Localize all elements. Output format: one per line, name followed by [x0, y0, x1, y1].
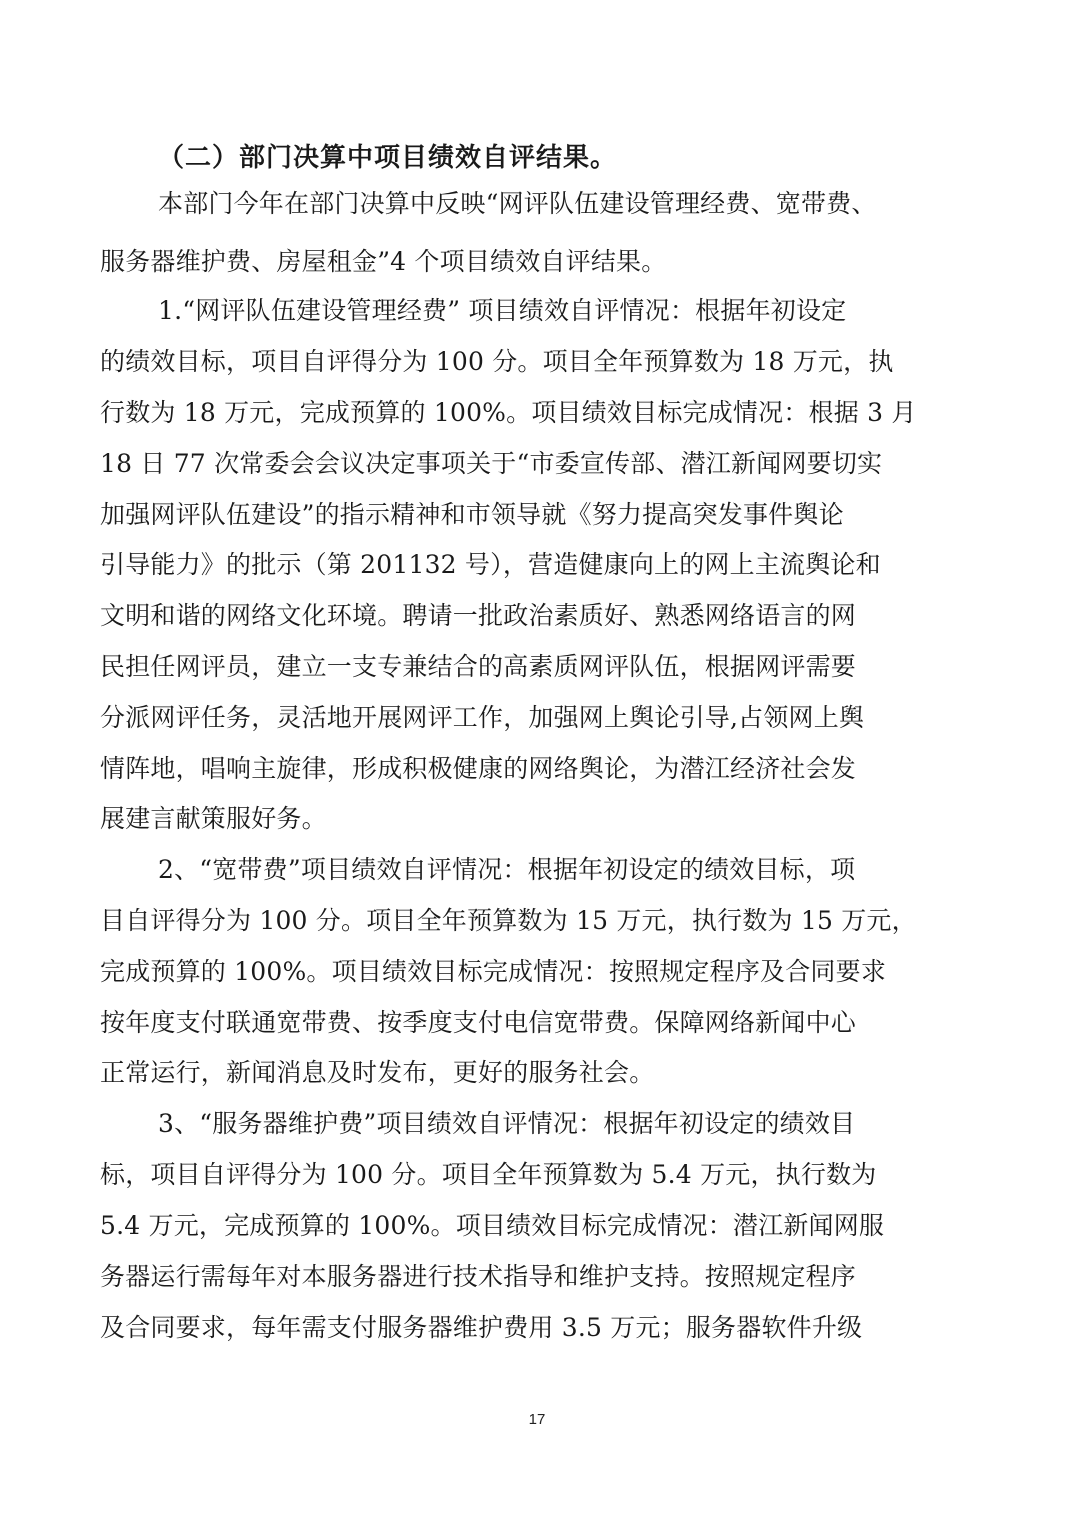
paragraph-line: 目自评得分为 100 分。项目全年预算数为 15 万元，执行数为 15 万元， [100, 906, 917, 935]
paragraph-line: 加强网评队伍建设”的指示精神和市领导就《努力提高突发事件舆论 [100, 500, 844, 529]
paragraph-line: 行数为 18 万元，完成预算的 100%。项目绩效目标完成情况：根据 3 月 [100, 398, 917, 427]
paragraph-line: 文明和谐的网络文化环境。聘请一批政治素质好、熟悉网络语言的网 [100, 601, 857, 630]
paragraph-line: 1.“网评队伍建设管理经费” 项目绩效自评情况：根据年初设定 [158, 296, 847, 325]
paragraph-line: 务器运行需每年对本服务器进行技术指导和维护支持。按照规定程序 [100, 1262, 857, 1291]
paragraph-line: 按年度支付联通宽带费、按季度支付电信宽带费。保障网络新闻中心 [100, 1008, 857, 1037]
paragraph-line: 分派网评任务，灵活地开展网评工作，加强网上舆论引导,占领网上舆 [100, 703, 865, 732]
paragraph-line: 情阵地，唱响主旋律，形成积极健康的网络舆论，为潜江经济社会发 [100, 754, 857, 783]
paragraph-line: 完成预算的 100%。项目绩效目标完成情况：按照规定程序及合同要求 [100, 957, 887, 986]
paragraph-line: 2、“宽带费”项目绩效自评情况：根据年初设定的绩效目标，项 [158, 855, 856, 884]
page-number: 17 [528, 1411, 546, 1428]
section-heading: （二）部门决算中项目绩效自评结果。 [158, 143, 618, 173]
paragraph-line: 标，项目自评得分为 100 分。项目全年预算数为 5.4 万元，执行数为 [100, 1160, 877, 1189]
paragraph-line: 展建言献策服好务。 [100, 804, 327, 833]
paragraph-line: 民担任网评员，建立一支专兼结合的高素质网评队伍，根据网评需要 [100, 652, 857, 681]
paragraph-line: 正常运行，新闻消息及时发布，更好的服务社会。 [100, 1058, 655, 1087]
paragraph-line: 及合同要求，每年需支付服务器维护费用 3.5 万元；服务器软件升级 [100, 1313, 863, 1342]
paragraph-line: 本部门今年在部门决算中反映“网评队伍建设管理经费、宽带费、 [158, 189, 877, 218]
paragraph-line: 18 日 77 次常委会会议决定事项关于“市委宣传部、潜江新闻网要切实 [100, 449, 883, 478]
paragraph-line: 引导能力》的批示（第 201132 号），营造健康向上的网上主流舆论和 [100, 550, 881, 579]
paragraph-line: 5.4 万元，完成预算的 100%。项目绩效目标完成情况：潜江新闻网服 [100, 1211, 885, 1240]
paragraph-line: 服务器维护费、房屋租金”4 个项目绩效自评结果。 [100, 247, 667, 276]
paragraph-line: 3、“服务器维护费”项目绩效自评情况：根据年初设定的绩效目 [158, 1109, 856, 1138]
paragraph-line: 的绩效目标，项目自评得分为 100 分。项目全年预算数为 18 万元，执 [100, 347, 894, 376]
